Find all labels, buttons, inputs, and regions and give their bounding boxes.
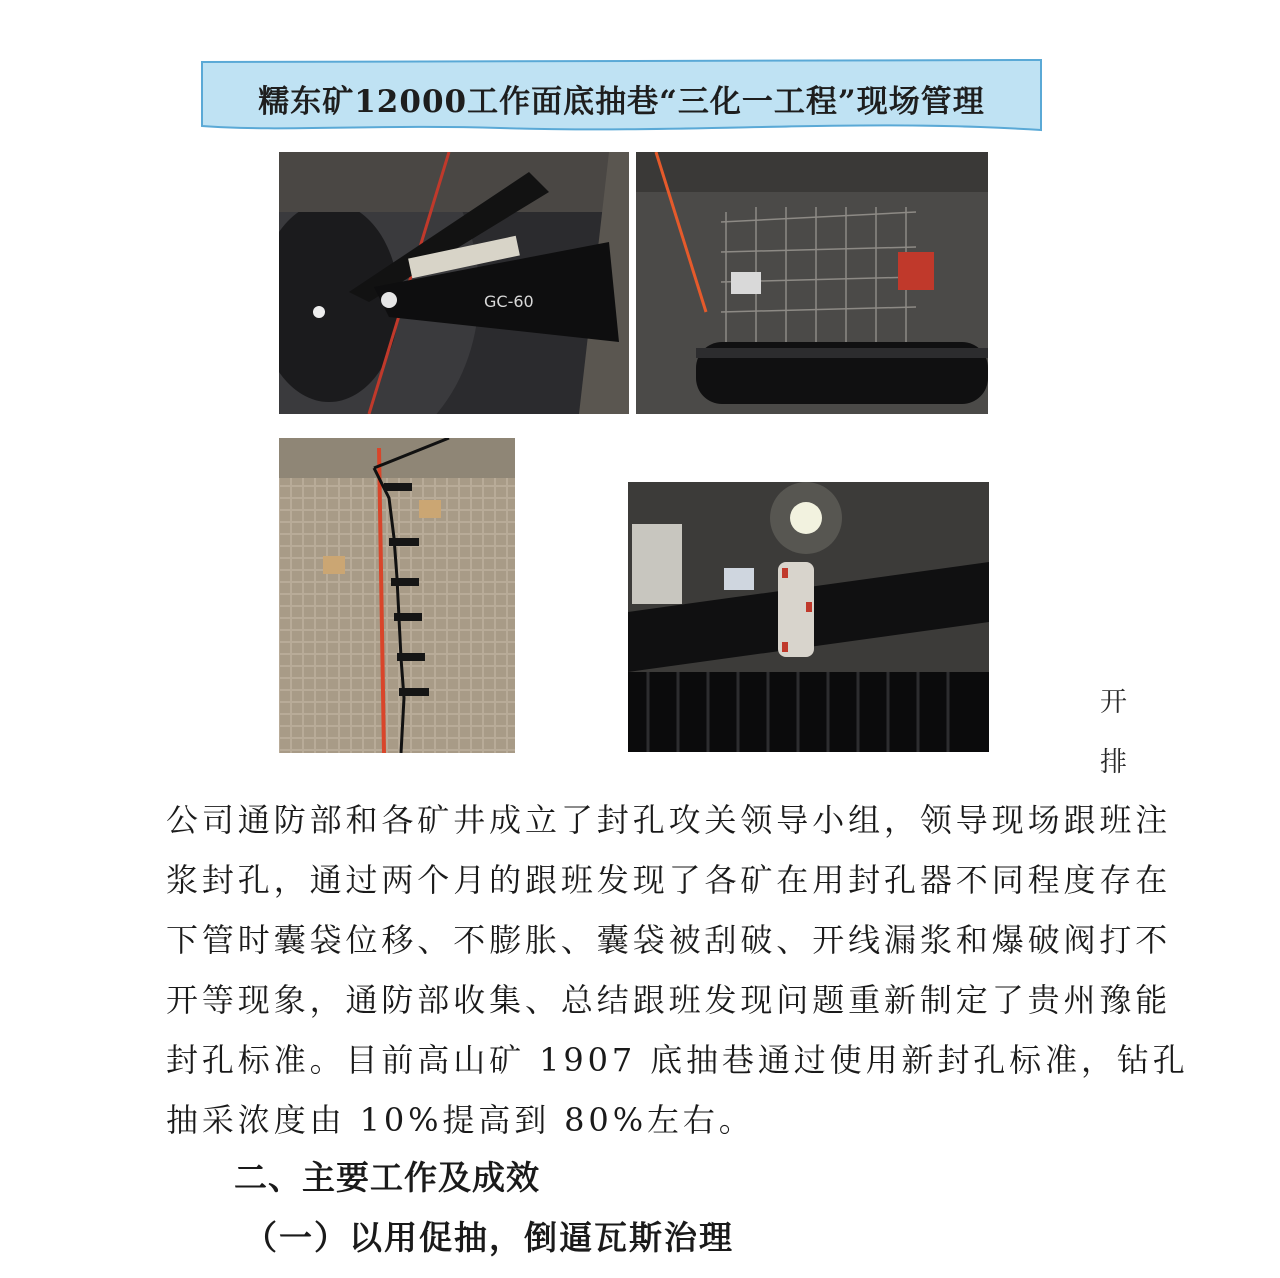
- section-heading: 二、主要工作及成效: [234, 1158, 540, 1197]
- paragraph-line: 下管时囊袋位移、不膨胀、囊袋被刮破、开线漏浆和爆破阀打不: [166, 921, 1172, 959]
- paragraph-line: 公司通防部和各矿井成立了封孔攻关领导小组，领导现场跟班注: [166, 801, 1172, 839]
- paragraph-line: 开等现象，通防部收集、总结跟班发现问题重新制定了贵州豫能: [166, 981, 1172, 1019]
- photo-pipe-flange: [628, 482, 989, 752]
- photo-tunnel-pipeline: [279, 152, 629, 414]
- side-char-2: 排: [1100, 747, 1127, 778]
- side-char-1: 开: [1100, 687, 1127, 718]
- banner-title: 糯东矿12000工作面底抽巷“三化一工程”现场管理: [258, 84, 985, 120]
- subsection-heading: （一）以用促抽，倒逼瓦斯治理: [244, 1218, 734, 1257]
- paragraph-line: 浆封孔，通过两个月的跟班发现了各矿在用封孔器不同程度存在: [166, 861, 1172, 899]
- paragraph-line: 抽采浓度由 10%提高到 80%左右。: [166, 1101, 755, 1139]
- photo-borehole-wall: [279, 438, 515, 753]
- photo-monitoring-station: [636, 152, 988, 414]
- title-banner: [200, 58, 1043, 130]
- body-paragraph: [166, 790, 1189, 1150]
- pipe-label: GC-60: [484, 292, 534, 311]
- paragraph-line: 封孔标准。目前高山矿 1907 底抽巷通过使用新封孔标准，钻孔: [166, 1041, 1189, 1079]
